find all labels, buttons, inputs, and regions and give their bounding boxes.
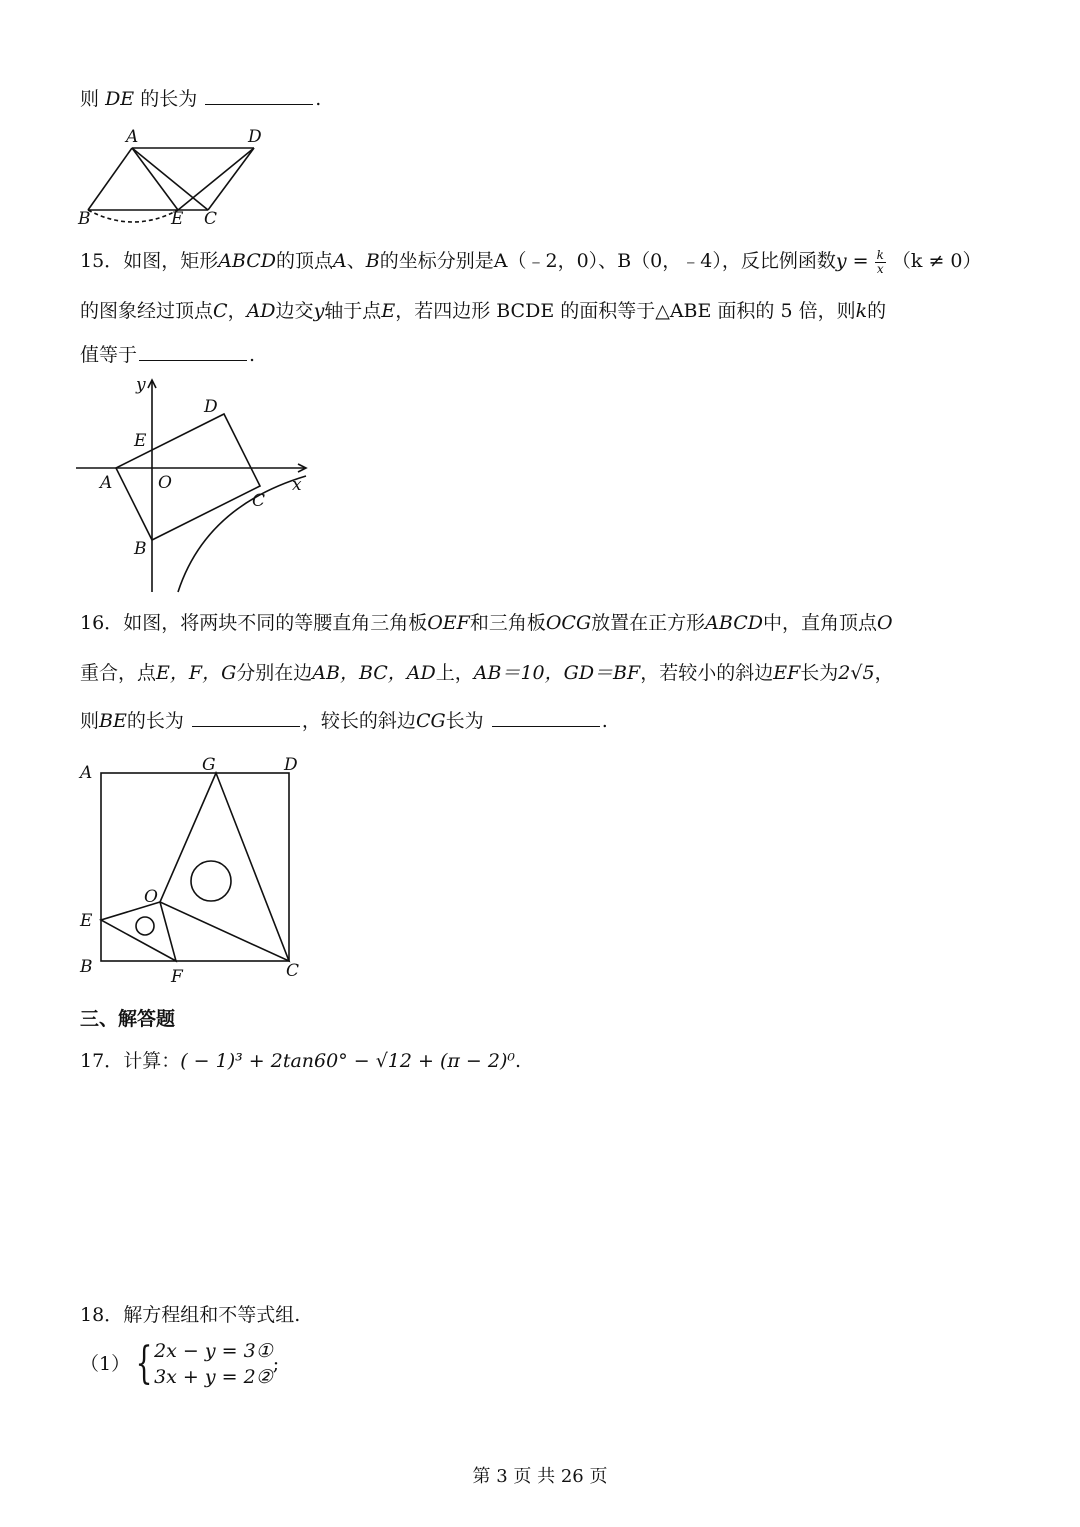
point-o: O — [877, 612, 893, 634]
fig16-label-g: G — [202, 755, 216, 775]
fig16-label-b: B — [80, 957, 93, 977]
figure-16 — [76, 750, 316, 990]
text: 长为 — [445, 710, 484, 732]
text: 上， — [435, 662, 474, 684]
q16-line1 — [80, 610, 893, 636]
condition: （k ≠ 0） — [891, 250, 982, 272]
fig14-label-b: B — [78, 209, 91, 229]
figure-15 — [76, 376, 316, 596]
text: 计算： — [123, 1050, 181, 1072]
question-number: 18． — [80, 1304, 124, 1326]
segment-ef: EF — [773, 662, 801, 684]
fig14-label-c: C — [204, 209, 218, 229]
text: ，反比例函数 — [721, 250, 836, 272]
text: 的顶点 — [276, 250, 334, 272]
question-number: 17． — [80, 1050, 124, 1072]
segment-cg: CG — [415, 710, 446, 732]
fig15-label-a: A — [100, 473, 113, 493]
q15-line1 — [80, 248, 982, 276]
section-heading: 三、解答题 — [80, 1008, 176, 1030]
text: . — [601, 710, 608, 732]
fig15-label-b: B — [134, 539, 147, 559]
point-e: E — [381, 300, 396, 322]
fig15-label-x: x — [292, 475, 302, 495]
fig14-label-d: D — [248, 127, 262, 147]
q17-line — [80, 1048, 521, 1074]
fig15-label-e: E — [134, 431, 147, 451]
left-brace: { — [135, 1338, 153, 1389]
axis-y: y — [313, 300, 325, 322]
question-number: 15． — [80, 250, 124, 272]
text: ; — [272, 1353, 280, 1375]
fig16-label-d: D — [284, 755, 298, 775]
segment-be: BE — [99, 710, 127, 732]
segment-ad: AD — [246, 300, 276, 322]
text: 解方程组和不等式组. — [123, 1304, 301, 1326]
fig15-label-d: D — [204, 397, 218, 417]
fig14-label-a: A — [126, 127, 139, 147]
question-number: 16． — [80, 612, 124, 634]
text: 长为 — [800, 662, 839, 684]
text: 轴于点 — [324, 300, 382, 322]
q18-line — [80, 1302, 300, 1328]
point-a: A — [333, 250, 347, 272]
text: 的 — [867, 300, 887, 322]
figure-14 — [76, 124, 276, 230]
text: 则 — [80, 710, 100, 732]
text: 放置在正方形 — [591, 612, 706, 634]
text: 值等于 — [80, 344, 138, 366]
text: ，较长的斜边 — [301, 710, 416, 732]
frac-num: k — [876, 247, 884, 262]
text: 、 — [598, 250, 618, 272]
segment-de: DE — [105, 88, 135, 110]
coord-a: A（﹣2，0） — [493, 250, 599, 272]
text: ， — [227, 300, 247, 322]
text: ， — [874, 662, 894, 684]
triangle-oef: OEF — [427, 612, 470, 634]
answer-blank[interactable] — [205, 86, 313, 105]
text: ，若四边形 BCDE 的面积等于△ABE 面积的 5 倍，则 — [395, 300, 856, 322]
triangle-ocg: OCG — [545, 612, 592, 634]
fig16-label-c: C — [286, 961, 300, 981]
q15-line2 — [80, 298, 886, 324]
answer-blank[interactable] — [139, 342, 247, 361]
q16-line3 — [80, 708, 608, 734]
fig16-label-f: F — [171, 967, 183, 987]
text: 、 — [346, 250, 366, 272]
frac-den: x — [876, 261, 884, 276]
answer-blank-be[interactable] — [192, 708, 300, 727]
q14-tail-line — [80, 86, 321, 112]
var-k: k — [855, 300, 868, 322]
fig15-label-o: O — [158, 473, 172, 493]
equation-1: 2x − y = 3① — [154, 1340, 273, 1362]
coord-b: B（0，﹣4） — [617, 250, 722, 272]
q18-part1 — [80, 1338, 279, 1390]
text: 如图，将两块不同的等腰直角三角板 — [123, 612, 428, 634]
text: ，若较小的斜边 — [640, 662, 774, 684]
text: 分别在边 — [236, 662, 313, 684]
fig16-label-o: O — [144, 887, 158, 907]
fig16-label-e: E — [80, 911, 93, 931]
text: 的图象经过顶点 — [80, 300, 214, 322]
func-y: y = — [835, 250, 869, 272]
points-efg: E，F，G — [156, 662, 237, 684]
text: 重合，点 — [80, 662, 157, 684]
sides: AB，BC，AD — [312, 662, 436, 684]
fig16-label-a: A — [80, 763, 93, 783]
q16-line2 — [80, 660, 894, 686]
part-label: （1） — [80, 1353, 131, 1375]
equation-system — [154, 1338, 273, 1390]
fig15-label-y: y — [136, 376, 146, 395]
equation-2: 3x + y = 2② — [154, 1366, 273, 1388]
point-c: C — [213, 300, 228, 322]
text: 如图，矩形 — [123, 250, 219, 272]
text: . — [249, 344, 256, 366]
fig14-label-e: E — [171, 209, 184, 229]
text: 则 — [80, 88, 100, 110]
page-footer: 第 3 页 共 26 页 — [472, 1466, 608, 1487]
condition: AB＝10，GD＝BF — [473, 662, 641, 684]
text: 和三角板 — [469, 612, 546, 634]
answer-blank-cg[interactable] — [492, 708, 600, 727]
fig15-label-c: C — [252, 491, 266, 511]
fraction-k-over-x — [875, 249, 886, 276]
point-b: B — [365, 250, 380, 272]
value-2sqrt5: 2√5 — [838, 662, 875, 684]
text: . — [315, 88, 322, 110]
rect-abcd: ABCD — [218, 250, 277, 272]
text: . — [515, 1050, 522, 1072]
text: 的长为 — [140, 88, 198, 110]
text: 的坐标分别是 — [379, 250, 494, 272]
square-abcd: ABCD — [705, 612, 763, 634]
text: 中，直角顶点 — [762, 612, 877, 634]
expression: ( − 1)³ + 2tan60° − √12 + (π − 2)⁰ — [180, 1050, 515, 1072]
text: 的长为 — [126, 710, 184, 732]
q15-line3 — [80, 342, 255, 368]
text: 边交 — [275, 300, 314, 322]
